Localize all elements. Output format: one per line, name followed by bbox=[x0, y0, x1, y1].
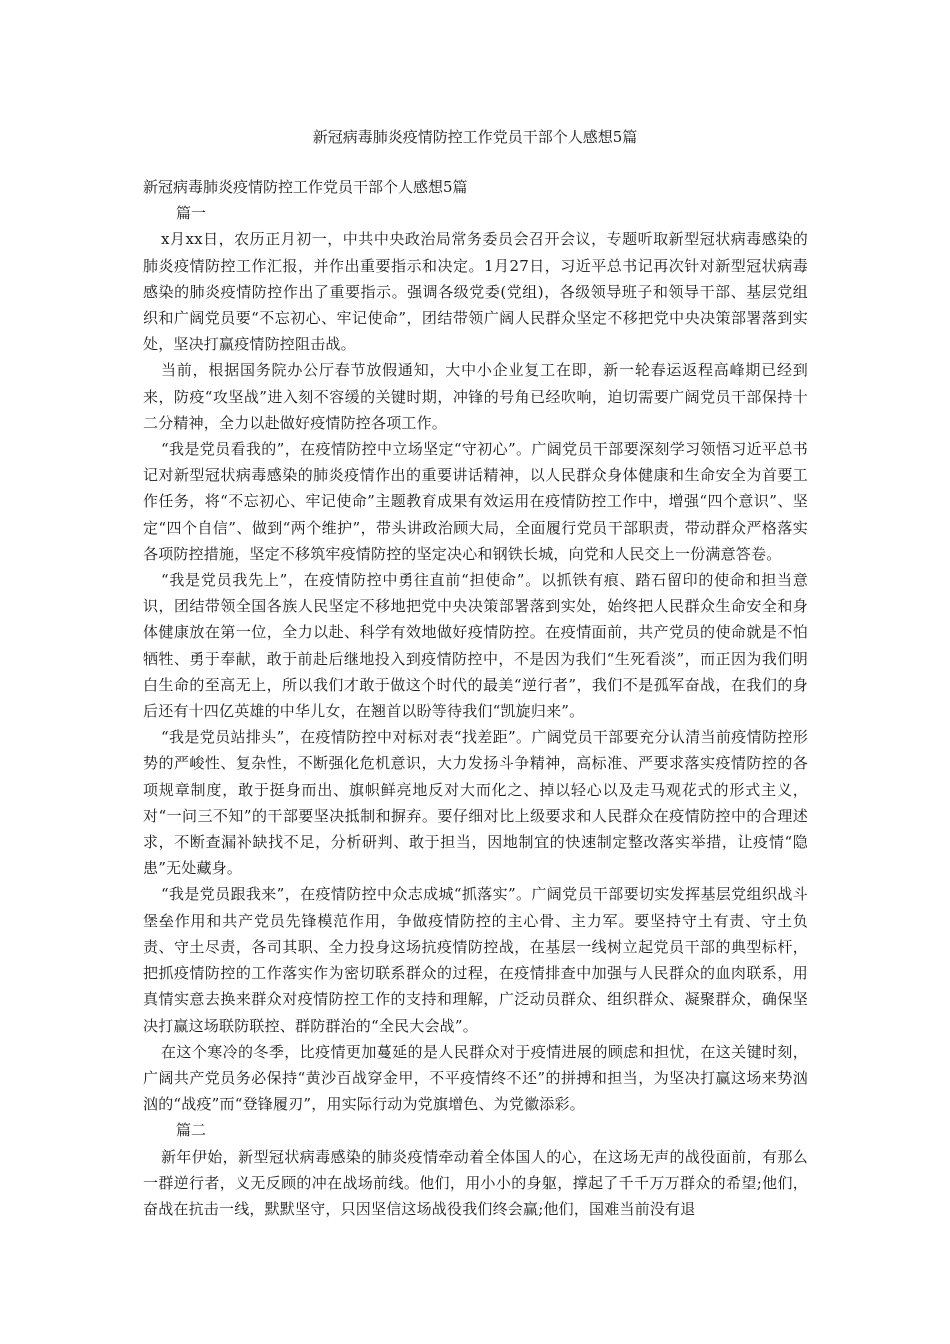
paragraph: 在这个寒冷的冬季，比疫情更加蔓延的是人民群众对于疫情进展的顾虑和担忧，在这关键时刻，广阔共产党员务必保持“黄沙百战穿金甲，不平疫情终不还”的拼搏和担当，为坚决打赢这场来势汹汹的“战疫”而“登锋履刃”，用实际行动为党旗增色、为党徽添彩。 bbox=[143, 1042, 808, 1114]
section-label-1: 篇一 bbox=[176, 204, 207, 223]
paragraph: “我是党员跟我来”，在疫情防控中众志成城“抓落实”。广阔党员干部要切实发挥基层党组织战斗堡垒作用和共产党员先锋模范作用，争做疫情防控的主心骨、主力军。要坚持守土有责、守土负责、守土尽责，各司其职、全力投身这场抗疫情防控战，在基层一线树立起党员干部的典型标杆，把抓疫情防控的工作落实作为密切联系群众的过程，在疫情排查中加强与人民群众的血肉联系，用真情实意去换来群众对疫情防控工作的支持和理解，广泛动员群众、组织群众、凝聚群众，确保坚决打赢这场联防联控、群防群治的“全民大会战”。 bbox=[143, 885, 808, 1035]
paragraph: 新年伊始，新型冠状病毒感染的肺炎疫情牵动着全体国人的心，在这场无声的战役面前，有那么一群逆行者，义无反顾的冲在战场前线。他们，用小小的身躯，撑起了千千万万群众的希望;他们，奋战在抗击一线，默默坚守，只因坚信这场战役我们终会赢;他们，国难当前没有退 bbox=[143, 1147, 808, 1218]
document-title: 新冠病毒肺炎疫情防控工作党员干部个人感想5篇 bbox=[312, 128, 638, 146]
paragraph: “我是党员站排头”，在疫情防控中对标对表“找差距”。广阔党员干部要充分认清当前疫情防控形势的严峻性、复杂性，不断强化危机意识，大力发扬斗争精神，高标准、严要求落实疫情防控的各项规章制度，敢于挺身而出、旗帜鲜亮地反对大而化之、掉以轻心以及走马观花式的形式主义，对“一问三不知”的干部要坚决抵制和摒弃。要仔细对比上级要求和人民群众在疫情防控中的合理述求，不断查漏补缺找不足，分析研判、敢于担当，因地制宜的快速制定整改落实举措，让疫情“隐患”无处藏身。 bbox=[143, 728, 808, 878]
document-subtitle: 新冠病毒肺炎疫情防控工作党员干部个人感想5篇 bbox=[143, 178, 468, 196]
section-label-2: 篇二 bbox=[176, 1121, 207, 1140]
paragraph: “我是党员看我的”，在疫情防控中立场坚定“守初心”。广阔党员干部要深刻学习领悟习近平总书记对新型冠状病毒感染的肺炎疫情作出的重要讲话精神，以人民群众身体健康和生命安全为首要工作任务，将“不忘初心、牢记使命”主题教育成果有效运用在疫情防控工作中，增强“四个意识”、坚定“四个自信”、做到“两个维护”，带头讲政治顾大局，全面履行党员干部职责，带动群众严格落实各项防控措施，坚定不移筑牢疫情防控的坚定决心和钢铁长城，向党和人民交上一份满意答卷。 bbox=[143, 440, 808, 563]
document-body bbox=[143, 174, 808, 1222]
paragraph: “我是党员我先上”，在疫情防控中勇往直前“担使命”。以抓铁有痕、踏石留印的使命和担当意识，团结带领全国各族人民坚定不移地把党中央决策部署落到实处，始终把人民群众生命安全和身体健康放在第一位，全力以赴、科学有效地做好疫情防控。在疫情面前，共产党员的使命就是不怕牺牲、勇于奉献，敢于前赴后继地投入到疫情防控中，不是因为我们“生死看淡”，而正因为我们明白生命的至高无上，所以我们才敢于做这个时代的最美“逆行者”，我们不是孤军奋战，在我们的身后还有十四亿英雄的中华儿女，在翘首以盼等待我们“凯旋归来”。 bbox=[143, 571, 808, 721]
paragraph: 当前，根据国务院办公厅春节放假通知，大中小企业复工在即，新一轮春运返程高峰期已经到来，防疫“攻坚战”进入刻不容缓的关键时期，冲锋的号角已经吹响，迫切需要广阔党员干部保持十二分精神，全力以赴做好疫情防控各项工作。 bbox=[143, 361, 808, 432]
paragraph: x月xx日，农历正月初一，中共中央政治局常务委员会召开会议，专题听取新型冠状病毒感染的肺炎疫情防控工作汇报，并作出重要指示和决定。1月27日，习近平总书记再次针对新型冠状病毒感染的肺炎疫情防控作出了重要指示。强调各级党委(党组)，各级领导班子和领导干部、基层党组织和广阔党员要“不忘初心、牢记使命”，团结带领广阔人民群众坚定不移把党中央决策部署落到实处，坚决打赢疫情防控阻击战。 bbox=[143, 230, 808, 354]
